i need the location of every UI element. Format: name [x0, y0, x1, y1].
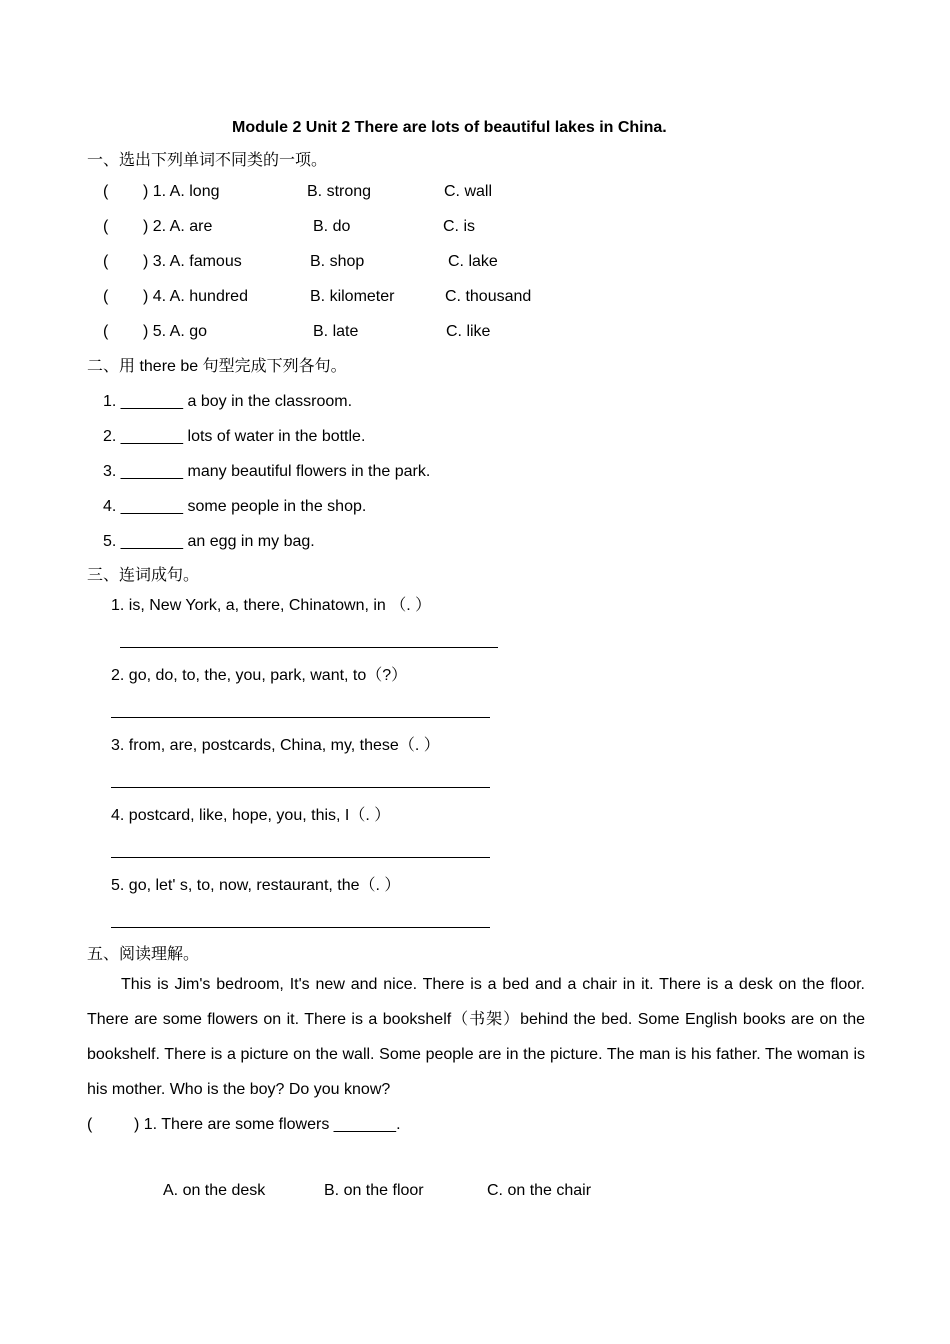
section5-heading: 五、阅读理解。	[87, 946, 200, 963]
answer-line	[120, 647, 498, 648]
option-c: C. wall	[444, 183, 493, 200]
option-a: ) 3. A. famous	[143, 253, 242, 270]
answer-paren: (	[103, 183, 109, 200]
answer-paren: (	[103, 288, 109, 305]
worksheet-title: Module 2 Unit 2 There are lots of beautiful lakes in China.	[232, 119, 667, 136]
section2-item: 2. _______ lots of water in the bottle.	[103, 428, 366, 445]
option-a: ) 1. A. long	[143, 183, 220, 200]
option-b: B. do	[313, 218, 351, 235]
section2-item: 5. _______ an egg in my bag.	[103, 533, 315, 550]
answer-paren: (	[87, 1116, 93, 1133]
answer-paren: (	[103, 218, 109, 235]
section3-item: 5. go, let' s, to, now, restaurant, the（. ）	[111, 877, 401, 894]
option-c: C. on the chair	[487, 1182, 592, 1199]
answer-paren: (	[103, 323, 109, 340]
section1-heading: 一、选出下列单词不同类的一项。	[87, 152, 328, 169]
option-c: C. lake	[448, 253, 498, 270]
section3-item: 3. from, are, postcards, China, my, these（. ）	[111, 737, 440, 754]
section3-item: 1. is, New York, a, there, Chinatown, in （. ）	[111, 597, 432, 614]
option-b: B. late	[313, 323, 359, 340]
section2-item: 1. _______ a boy in the classroom.	[103, 393, 353, 410]
answer-line	[111, 717, 490, 718]
option-c: C. like	[446, 323, 491, 340]
option-b: B. shop	[310, 253, 365, 270]
question-text: ) 1. There are some flowers _______.	[134, 1116, 401, 1133]
section2-item: 4. _______ some people in the shop.	[103, 498, 367, 515]
section3-item: 4. postcard, like, hope, you, this, I（. ）	[111, 807, 391, 824]
answer-paren: (	[103, 253, 109, 270]
section2-heading: 二、用 there be 句型完成下列各句。	[87, 358, 347, 375]
option-b: B. kilometer	[310, 288, 395, 305]
option-a: ) 5. A. go	[143, 323, 208, 340]
option-c: C. thousand	[445, 288, 532, 305]
answer-line	[111, 787, 490, 788]
answer-line	[111, 857, 490, 858]
section3-item: 2. go, do, to, the, you, park, want, to（?）	[111, 667, 408, 684]
reading-passage: This is Jim's bedroom, It's new and nice. There is a bed and a chair in it. There is a desk on the floor. There are some flowers on it. There is a bookshelf（书架）behind the bed. Some English books are on the bookshelf. There is a picture on the wall. Some people are in the picture. The man is his father. The woman is his mother. Who is the boy? Do you know?	[87, 976, 865, 1098]
option-a: ) 4. A. hundred	[143, 288, 248, 305]
option-c: C. is	[443, 218, 475, 235]
answer-line	[111, 927, 490, 928]
option-b: B. on the floor	[324, 1182, 424, 1199]
option-b: B. strong	[307, 183, 372, 200]
section2-item: 3. _______ many beautiful flowers in the park.	[103, 463, 431, 480]
option-a: A. on the desk	[163, 1182, 266, 1199]
section3-heading: 三、连词成句。	[87, 567, 200, 584]
option-a: ) 2. A. are	[143, 218, 213, 235]
